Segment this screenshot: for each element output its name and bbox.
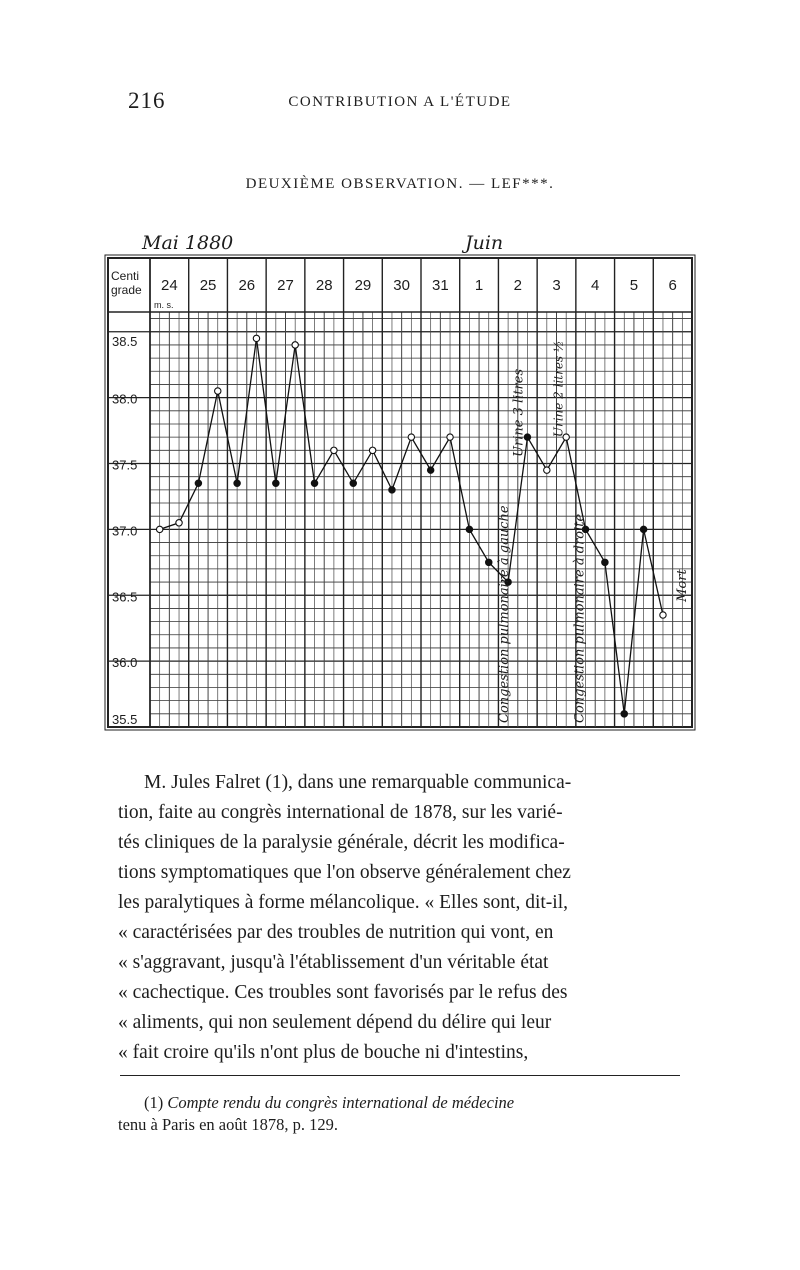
temperature-point [427,467,433,473]
annotation-urine-2: Urine 2 litres ½ [551,340,566,438]
annotation-mort: Mort [675,569,691,602]
y-tick-label: 38.5 [112,333,138,349]
day-label: 31 [432,277,449,294]
footnote-rest: tenu à Paris en août 1878, p. 129. [118,1115,338,1134]
observation-title: DEUXIÈME OBSERVATION. — LEF***. [245,176,555,192]
temperature-point [253,335,259,341]
header-label-line: Centi [111,269,140,283]
day-label: 5 [629,277,639,294]
y-tick-label: 35.5 [112,712,138,727]
day-label: 24 [161,277,178,294]
temperature-point [486,559,492,565]
temperature-point [602,559,608,565]
text-line: M. Jules Falret (1), dans une remarquable communica- [144,772,572,793]
day-label: 28 [315,277,333,294]
y-tick-label: 38.0 [112,391,138,407]
temperature-point [311,480,317,486]
day-label: 6 [668,277,677,294]
day-label: 29 [354,277,372,294]
month-label-mai: Mai 1880 [142,232,234,254]
footnote-rule [120,1075,680,1076]
page-header [0,88,800,118]
day-label: 3 [552,277,561,294]
footnote-title: Compte rendu du congrès international de médecine [167,1093,515,1112]
y-tick-label: 36.5 [112,589,138,605]
y-tick-label: 36.0 [112,655,138,671]
text-line: tion, faite au congrès international de 1878, sur les varié- [118,802,563,823]
temperature-point [447,434,453,440]
y-tick-label: 37.0 [112,523,138,539]
temperature-point [389,487,395,493]
day-label: 30 [393,277,410,294]
running-head: CONTRIBUTION A L'ÉTUDE [288,94,512,110]
day-label: 4 [591,277,600,294]
temperature-point [640,526,646,532]
text-line: « fait croire qu'ils n'ont plus de bouche ni d'intestins, [118,1042,529,1063]
day-label: 27 [277,277,294,294]
temperature-point [621,711,627,717]
month-label-juin: Juin [465,232,504,254]
temperature-point [408,434,414,440]
day-label: 25 [199,277,217,294]
day-label: 1 [474,277,484,294]
temperature-point [660,612,666,618]
text-line: « s'aggravant, jusqu'à l'établissement d'un véritable état [118,952,549,973]
temperature-point [156,526,162,532]
sub-label: m. s. [154,300,174,310]
annotation-congestion-gauche: Congestion pulmonaire à gauche [497,505,513,723]
temperature-point [215,388,221,394]
temperature-chart [100,220,700,740]
annotation-urine-1: Urine 3 litres [511,368,527,457]
day-label: 26 [238,277,256,294]
temperature-point [234,480,240,486]
temperature-chart-svg [100,220,700,740]
text-line: tions symptomatiques que l'on observe généralement chez [118,862,571,883]
header-label-line: grade [111,283,142,297]
temperature-point [273,480,279,486]
temperature-point [195,480,201,486]
y-tick-label: 37.5 [112,457,138,473]
temperature-point [544,467,550,473]
footnote [118,1092,678,1136]
body-text [118,768,678,1068]
temperature-point [369,447,375,453]
temperature-point [350,480,356,486]
text-line: « aliments, qui non seulement dépend du délire qui leur [118,1012,552,1033]
temperature-point [176,520,182,526]
text-line: tés cliniques de la paralysie générale, décrit les modifica- [118,832,565,853]
day-label: 2 [513,277,522,294]
temperature-point [292,342,298,348]
footnote-marker: (1) [144,1093,164,1112]
temperature-point [331,447,337,453]
page-number: 216 [128,88,166,113]
annotation-congestion-droite: Congestion pulmonaire à droite [572,513,588,723]
text-line: les paralytiques à forme mélancolique. « Elles sont, dit-il, [118,892,569,913]
text-line: « cachectique. Ces troubles sont favorisés par le refus des [118,982,568,1003]
chart-frame [108,258,692,727]
temperature-point [466,526,472,532]
text-line: « caractérisées par des troubles de nutrition qui vont, en [118,922,554,943]
